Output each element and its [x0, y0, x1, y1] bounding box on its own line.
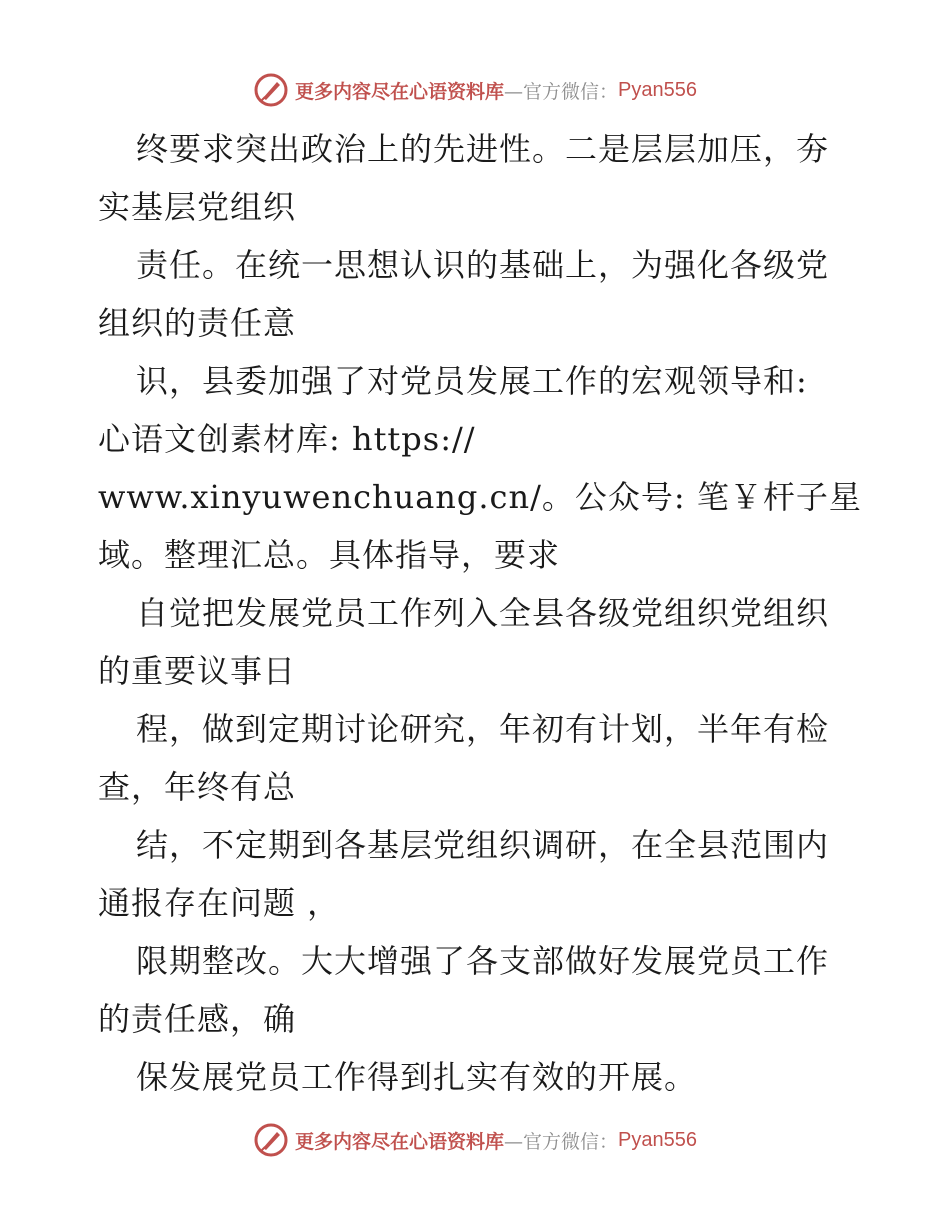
- body-line: 的责任感，确: [98, 1000, 297, 1038]
- body-line: 心语文创素材库: https://: [98, 420, 476, 458]
- body-line: 责任。在统一思想认识的基础上，为强化各级党: [136, 246, 830, 284]
- body-line: 自觉把发展党员工作列入全县各级党组织党组织: [136, 594, 830, 632]
- body-line: 的重要议事日: [98, 652, 297, 690]
- body-line: 查，年终有总: [98, 768, 297, 806]
- footer-banner-label: —官方微信：: [504, 1130, 619, 1153]
- body-line: 组织的责任意: [98, 304, 297, 342]
- quill-logo-icon: [253, 72, 289, 108]
- body-line: 通报存在问题 ，: [98, 884, 341, 922]
- body-line: 终要求突出政治上的先进性。二是层层加压，夯: [136, 130, 830, 168]
- body-line: 限期整改。大大增强了各支部做好发展党员工作: [136, 942, 830, 980]
- body-line: 域。整理汇总。具体指导，要求: [98, 536, 561, 574]
- body-line: 实基层党组织: [98, 188, 297, 226]
- body-line: www.xinyuwenchuang.cn/。公众号: 笔￥杆子星: [98, 478, 862, 516]
- footer-banner-title: 更多内容尽在心语资料库: [295, 1130, 505, 1153]
- footer-banner-wechat-id: Pyan556: [618, 1128, 697, 1151]
- body-line: 程，做到定期讨论研究，年初有计划，半年有检: [136, 710, 830, 748]
- header-banner: [0, 70, 950, 110]
- body-line: 保发展党员工作得到扎实有效的开展。: [136, 1058, 698, 1096]
- body-line: 结，不定期到各基层党组织调研，在全县范围内: [136, 826, 830, 864]
- header-banner-title: 更多内容尽在心语资料库: [295, 80, 505, 103]
- header-banner-label: —官方微信：: [504, 80, 619, 103]
- footer-banner: [0, 1120, 950, 1160]
- document-body: [98, 120, 862, 1106]
- header-banner-wechat-id: Pyan556: [618, 78, 697, 101]
- quill-logo-icon: [253, 1122, 289, 1158]
- body-line: 识，县委加强了对党员发展工作的宏观领导和:: [136, 362, 808, 400]
